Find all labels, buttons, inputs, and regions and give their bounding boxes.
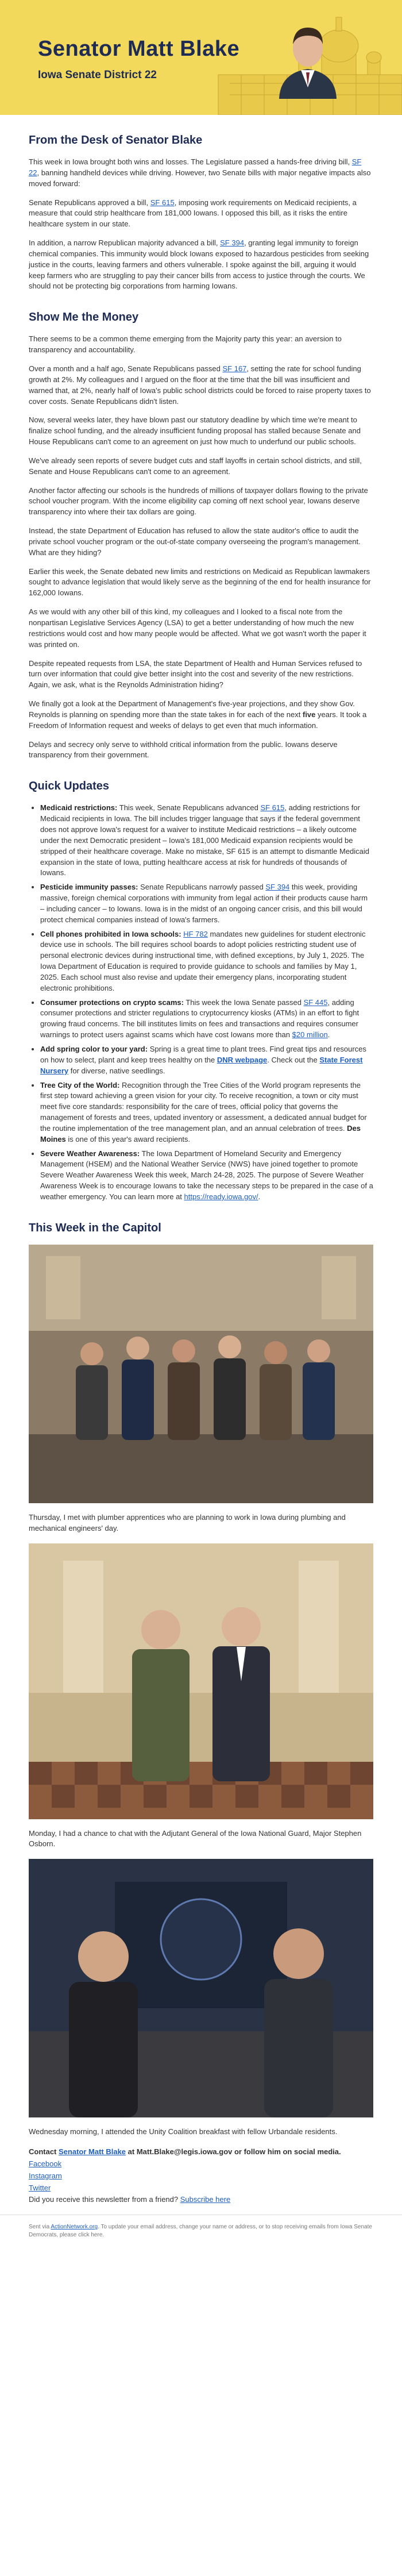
desk-heading: From the Desk of Senator Blake — [29, 134, 203, 147]
main-content — [0, 132, 402, 2205]
text: this week, providing massive, foreign chemical corporations with immunity from legal action if their products cause harm – including cancer – to Iowans. Iowa is in the midst of an ongoing cancer crisis, and this bill would protect chemical companies instead of Iowa's farmers. — [40, 883, 368, 924]
money-paragraph: Instead, the state Department of Education has refused to allow the state auditor's office to audit the private school voucher program or the out-of-state company overseeing the program's management. What are they hiding? — [29, 526, 361, 557]
text: Sent via — [29, 2224, 51, 2231]
item-label: Tree City of the World: — [40, 1080, 120, 1089]
header-text — [38, 33, 239, 83]
money-paragraph: Another factor affecting our schools is the hundreds of millions of taxpayer dollars flowing to the private school voucher program. With the income eligibility cap coming off next school year, Iowans deserve transparency into where their tax dollars are going. — [29, 486, 368, 517]
text: , banning handheld devices while driving. However, two Senate bills with major negative impacts also moved forward: — [29, 168, 371, 188]
money-paragraph: We've already seen reports of severe budget cuts and staff layoffs in certain school districts, and still, Senate and House Republicans can't come to an agreement. — [29, 456, 362, 476]
desk-paragraph-2 — [29, 198, 373, 230]
text: . — [258, 1192, 261, 1201]
list-item — [40, 803, 373, 879]
text: , adding restrictions for Medicaid recipients in Iowa. The bill includes trigger language that says if the federal government does not approve Iowa's request for a waiver to institute Medicaid restrictions – a likely outcome under the next Democratic president – Iowa's 181,000 Medicaid expansion recipients would be stripped of their healthcare coverage. Make no mistake, SF 615 is an attempt to dismantle Medicaid expansion in the state of Iowa, putting healthcare access at risk for hundreds of thousands of Iowans. — [40, 803, 370, 877]
text: This week in Iowa brought both wins and losses. The Legislature passed a hands-free driving bill, — [29, 157, 352, 166]
senator-contact-link[interactable]: Senator Matt Blake — [59, 2147, 126, 2157]
senator-portrait — [273, 13, 342, 99]
money-paragraph: Delays and secrecy only serve to withhold critical information from the public. Iowans deserve transparency from their government. — [29, 740, 338, 760]
social-line — [29, 2159, 373, 2170]
emphasis: five — [302, 710, 316, 719]
contact-line — [29, 2147, 373, 2158]
twitter-link[interactable]: Twitter — [29, 2183, 51, 2192]
sf167-link[interactable]: SF 167 — [222, 364, 247, 373]
plumber-apprentices-photo — [29, 1245, 373, 1503]
text: for diverse, native seedlings. — [68, 1066, 165, 1075]
list-item — [40, 998, 373, 1041]
sf394-link[interactable]: SF 394 — [265, 883, 290, 892]
item-label: Add spring color to your yard: — [40, 1045, 148, 1053]
updates-heading: Quick Updates — [29, 780, 110, 793]
sf22-link[interactable]: SF 22 — [29, 157, 362, 177]
list-item — [40, 1149, 373, 1203]
header-banner — [0, 0, 402, 115]
sf394-link[interactable]: SF 394 — [220, 238, 245, 248]
list-item — [40, 882, 373, 925]
unity-coalition-photo — [29, 1859, 373, 2117]
text: , imposing work requirements on Medicaid recipients, a measure that could strip healthcare from 181,000 Iowans. I opposed this bill, as it risks the entire healthcare system in our state. — [29, 198, 357, 229]
sf615-link[interactable]: SF 615 — [150, 198, 175, 207]
text: , adding consumer protections and stricter regulations to cryptocurrency kiosks (ATMs) in an effort to fight growing fraud concerns. The bill institutes limits on fees and transactions and requires consumer warnings to protect users against scams which have cost Iowans more than — [40, 998, 360, 1039]
text: . To update your email address, change your name or address, or to stop receiving emails from Iowa Senate Democrats, please click here. — [29, 2224, 372, 2239]
sf445-link[interactable]: SF 445 — [303, 998, 328, 1007]
text: Over a month and a half ago, Senate Republicans passed — [29, 364, 223, 373]
money-paragraph: Despite repeated requests from LSA, the state Department of Health and Human Services refused to turn over information that could give better insight into the cost and severity of the new restrictions. Again, we ask, what is the Reynolds Administration hiding? — [29, 659, 362, 690]
senator-name: Senator Matt Blake — [38, 37, 240, 61]
text: The Iowa Department of Homeland Security and Emergency Management (HSEM) and the National Weather Service (NWS) have joined together to promote Severe Weather Awareness Week this week, March 24-28, 2025. The purpose of Severe Weather Awareness Week is to encourage Iowans to take the necessary steps to be prepared in the case of a weather emergency. You can learn more at — [40, 1149, 373, 1201]
item-label: Pesticide immunity passes: — [40, 883, 138, 892]
text: Senate Republicans approved a bill, — [29, 198, 150, 207]
adjutant-general-photo — [29, 1543, 373, 1819]
actionnetwork-link[interactable]: ActionNetwork.org — [51, 2224, 98, 2231]
updates-list — [40, 803, 373, 1203]
text: , setting the rate for school funding growth at 2%. My colleagues and I argued on the floor at the time that the bill was insufficient and warned that, at 2%, nearly half of Iowa's public school districts could be forced to raise property taxes to cover costs. Senate Republicans didn't listen. — [29, 364, 371, 406]
facebook-link[interactable]: Facebook — [29, 2159, 62, 2168]
instagram-link[interactable]: Instagram — [29, 2171, 62, 2180]
text: years. It took a Freedom of Information request and weeks of delays to get even that much information. — [29, 710, 367, 730]
money-heading: Show Me the Money — [29, 311, 139, 324]
contact-block — [29, 2147, 373, 2205]
hf782-link[interactable]: HF 782 — [183, 929, 208, 938]
desk-paragraph-3 — [29, 238, 373, 292]
text: . — [327, 1030, 330, 1039]
social-line — [29, 2183, 373, 2194]
desk-paragraph-1 — [29, 157, 373, 190]
item-label: Medicaid restrictions: — [40, 803, 118, 813]
capitol-heading: This Week in the Capitol — [29, 1221, 161, 1234]
forward-line — [29, 2194, 373, 2205]
fraud-amount-link[interactable]: $20 million — [292, 1030, 328, 1039]
list-item — [40, 929, 373, 994]
text: , granting legal immunity to foreign chemical companies. This immunity would block Iowans exposed to hazardous pesticides from seeking justice in the courts, leaving farmers and others vulnerable. I spoke against the bill, arguing it would keep farmers who are struggling to pay their cancer bills from access to justice through the courts. We should not be protecting big corporations from harming Iowans. — [29, 238, 369, 291]
photo-caption: Wednesday morning, I attended the Unity Coalition breakfast with fellow Urbandale residents. — [29, 2127, 338, 2136]
text: . Check out the — [267, 1055, 320, 1064]
sf615-link[interactable]: SF 615 — [260, 803, 285, 813]
money-paragraph: There seems to be a common theme emerging from the Majority party this year: an aversion to transparency and accountability. — [29, 334, 342, 355]
social-line — [29, 2171, 373, 2182]
text: Senate Republicans narrowly passed — [138, 883, 266, 892]
money-paragraph — [29, 699, 373, 731]
text: Did you receive this newsletter from a friend? — [29, 2195, 180, 2204]
text: mandates new guidelines for student electronic device use in schools. The bill requires school boards to adopt policies restricting student use of personal electronic devices during instructional time, with defined exceptions, by July 1, 2025. The Iowa Department of Education is required to provide guidance to schools and families by May 1, 2025. Each school must also revise and update their emergency plans, incorporating student electronic prohibitions. — [40, 929, 366, 992]
list-item — [40, 1044, 373, 1077]
text: Contact — [29, 2147, 59, 2157]
text: Spring is a great time to plant trees. Find great tips and resources on how to select, plant and keep trees healthy on the — [40, 1045, 366, 1064]
photo-caption: Monday, I had a chance to chat with the Adjutant General of the Iowa National Guard, Major Stephen Osborn. — [29, 1828, 362, 1849]
item-label: Cell phones prohibited in Iowa schools: — [40, 929, 181, 938]
text: This week the Iowa Senate passed — [183, 998, 304, 1007]
list-item — [40, 1080, 373, 1145]
photo-caption: Thursday, I met with plumber apprentices who are planning to work in Iowa during plumbing and mechanical engineers' day. — [29, 1512, 346, 1532]
state-forest-nursery-link[interactable]: State Forest Nursery — [40, 1055, 363, 1075]
text: In addition, a narrow Republican majority advanced a bill, — [29, 238, 221, 248]
money-paragraph: Now, several weeks later, they have blown past our statutory deadline by which time we're meant to finalize school funding, and the already insufficient funding proposal has stalled because Senate and House Republicans can't come to an agreement on just how much to underfund our public schools. — [29, 415, 361, 446]
item-label: Severe Weather Awareness: — [40, 1149, 140, 1158]
dnr-webpage-link[interactable]: DNR webpage — [217, 1055, 268, 1064]
text: is one of this year's award recipients. — [65, 1134, 191, 1143]
item-label: Consumer protections on crypto scams: — [40, 998, 184, 1007]
money-paragraph — [29, 364, 373, 407]
district-label: Iowa Senate District 22 — [38, 69, 157, 82]
money-paragraph: Earlier this week, the Senate debated new limits and restrictions on Medicaid as Republican lawmakers sought to advance legislation that would likely serve as the beginning of the end for health insurance for 162,000 Iowans. — [29, 567, 371, 598]
subscribe-link[interactable]: Subscribe here — [180, 2195, 231, 2204]
ready-iowa-link[interactable]: https://ready.iowa.gov/ — [184, 1192, 258, 1201]
text: at Matt.Blake@legis.iowa.gov or follow him on social media. — [126, 2147, 341, 2157]
emphasis: Des Moines — [40, 1123, 361, 1143]
footer — [0, 2215, 402, 2251]
money-paragraph: As we would with any other bill of this kind, my colleagues and I looked to a fiscal note from the nonpartisan Legislative Services Agency (LSA) to get a better understanding of how much the new restrictions would cost and how many people would be affected. What we got wasn't worth the paper it was printed on. — [29, 607, 366, 649]
text: This week, Senate Republicans advanced — [117, 803, 261, 813]
text: We finally got a look at the Department of Management's five-year projections, and they show Gov. Reynolds is planning on spending more than the state takes in for each of the next — [29, 699, 355, 719]
text: Recognition through the Tree Cities of the World program represents the first step toward achieving a green vision for your city. To receive recognition, a town or city must meet five core standards: responsibility for the care of trees, official policy that governs the management of forests and trees, updated inventory or assessment, a dedicated annual budget for the routine implementation of the tree management plan, and an annual celebration of trees. — [40, 1080, 367, 1133]
